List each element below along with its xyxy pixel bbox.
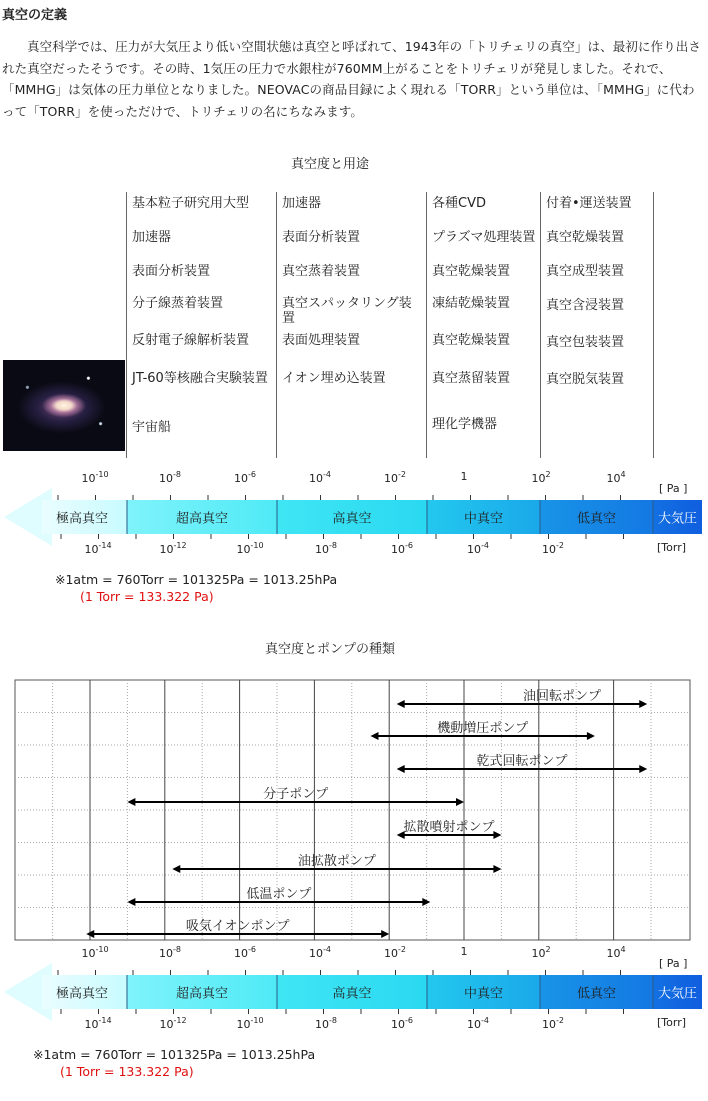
pa-tick-label: $10^{-2}$ — [384, 945, 406, 960]
section-title: 真空の定義 — [2, 8, 68, 23]
pa-tick-label: $10^{-8}$ — [159, 945, 181, 960]
usage-cell: 基本粒子研究用大型 — [132, 196, 250, 211]
usage-cell: 真空スパッタリング装置 — [282, 296, 412, 326]
pump-name: 分子ポンプ — [263, 787, 329, 802]
pump-range — [397, 819, 502, 839]
torr-tick-label: $10^{-10}$ — [236, 1016, 264, 1031]
torr-tick-label: $10^{-6}$ — [391, 541, 413, 556]
pa-tick-label: 1 — [460, 470, 468, 483]
vacuum-scale-bottom — [0, 943, 708, 1093]
usage-cell: 真空蒸留装置 — [432, 371, 511, 386]
pressure-note: ※1atm = 760Torr = 101325Pa = 1013.25hPa — [33, 1047, 316, 1062]
usage-column-divider — [276, 192, 277, 458]
vacuum-band-label: 極高真空 — [55, 986, 109, 1002]
vacuum-band-label: 大気圧 — [657, 986, 698, 1002]
usage-cell: 表面分析装置 — [282, 230, 361, 245]
intro-paragraph: 真空科学では、圧力が大気圧より低い空間状態は真空と呼ばれて、1943年の「トリチェリの真空」は、最初に作り出された真空だったそうです。その時、1気圧の圧力で水銀柱が760MM上がることをトリチェリが発見しました。それで、「MMHG」は気体の圧力単位となりました。NEOVACの商品目録によく現れる「TORR」という単位は、「MMHG」に代わって「TORR」を使っただけで、トリチェリの名にちなみます。 — [2, 39, 701, 119]
pump-name: 機動増圧ポンプ — [437, 721, 529, 736]
vacuum-band-label: 超高真空 — [175, 986, 229, 1002]
pump-name: 油回転ポンプ — [522, 689, 601, 704]
usage-cell: プラズマ処理装置 — [432, 230, 536, 245]
pa-tick-label: $10^4$ — [606, 470, 626, 485]
pump-name: 油拡散ポンプ — [297, 854, 376, 869]
torr-tick-label: $10^{-6}$ — [391, 1016, 413, 1031]
pa-tick-label: $10^{-2}$ — [384, 470, 406, 485]
vacuum-band-label: 中真空 — [463, 511, 504, 527]
galaxy-icon — [3, 360, 125, 451]
usage-cell: 加速器 — [132, 230, 172, 245]
torr-conversion-note: (1 Torr = 133.322 Pa) — [80, 589, 214, 604]
vacuum-scale-top — [0, 468, 708, 618]
torr-tick-label: $10^{-4}$ — [467, 1016, 489, 1031]
usage-cell: 宇宙船 — [132, 420, 172, 435]
pa-tick-label: $10^{-4}$ — [309, 945, 331, 960]
torr-tick-label: $10^{-2}$ — [542, 541, 564, 556]
pump-name: 乾式回転ポンプ — [476, 754, 568, 769]
usage-cell: 付着•運送装置 — [546, 196, 632, 211]
vacuum-band-label: 低真空 — [576, 511, 617, 527]
pa-unit: [ Pa ] — [659, 482, 688, 495]
usage-column-divider — [653, 192, 654, 458]
pa-tick-label: $10^2$ — [531, 945, 551, 960]
torr-tick-label: $10^{-14}$ — [84, 541, 112, 556]
usage-cell: 真空含浸装置 — [546, 298, 625, 313]
usage-cell: 理化学機器 — [432, 417, 498, 432]
pa-tick-label: $10^{-6}$ — [234, 470, 256, 485]
usage-cell: 真空脱気装置 — [546, 372, 625, 387]
torr-tick-label: $10^{-12}$ — [159, 1016, 187, 1031]
usage-cell: 真空乾燥装置 — [432, 264, 511, 279]
pump-chart — [0, 675, 708, 945]
pa-tick-label: $10^{-8}$ — [159, 470, 181, 485]
pa-tick-label: $10^4$ — [606, 945, 626, 960]
vacuum-band-label: 高真空 — [332, 986, 372, 1002]
pa-tick-label: $10^{-4}$ — [309, 470, 331, 485]
usage-column-divider — [540, 192, 541, 458]
torr-tick-label: $10^{-8}$ — [315, 1016, 337, 1031]
pa-tick-label: $10^{-10}$ — [81, 945, 109, 960]
pump-name: 吸気イオンポンプ — [185, 919, 290, 934]
pa-unit: [ Pa ] — [659, 957, 688, 970]
vacuum-band-label: 中真空 — [463, 986, 504, 1002]
vacuum-band-label: 低真空 — [576, 986, 617, 1002]
usage-cell: 真空乾燥装置 — [546, 230, 625, 245]
usage-cell: JT-60等核融合実験装置 — [132, 371, 268, 386]
vacuum-band-label: 極高真空 — [55, 511, 109, 527]
pa-tick-label: $10^{-10}$ — [81, 470, 109, 485]
pump-name: 拡散噴射ポンプ — [403, 820, 495, 835]
torr-tick-label: $10^{-14}$ — [84, 1016, 112, 1031]
pa-tick-label: 1 — [460, 945, 468, 958]
usage-cell: 加速器 — [282, 196, 322, 211]
usage-cell: 真空成型装置 — [546, 264, 625, 279]
usage-cell: 表面処理装置 — [282, 333, 361, 348]
torr-unit: [Torr] — [657, 541, 687, 554]
pump-caption: 真空度とポンプの種類 — [264, 642, 395, 657]
usage-cell: 凍結乾燥装置 — [432, 296, 511, 311]
torr-conversion-note: (1 Torr = 133.322 Pa) — [60, 1064, 194, 1079]
vacuum-band-label: 大気圧 — [657, 511, 698, 527]
usage-cell: 表面分析装置 — [132, 264, 211, 279]
usage-column-divider — [126, 192, 127, 458]
pump-name: 低温ポンプ — [246, 887, 312, 902]
usage-cell: 真空蒸着装置 — [282, 264, 361, 279]
vacuum-band-label: 高真空 — [332, 511, 372, 527]
usage-cell: イオン埋め込装置 — [282, 371, 386, 386]
pressure-note: ※1atm = 760Torr = 101325Pa = 1013.25hPa — [55, 572, 338, 587]
torr-tick-label: $10^{-8}$ — [315, 541, 337, 556]
pa-tick-label: $10^2$ — [531, 470, 551, 485]
usage-cell: 真空乾燥装置 — [432, 333, 511, 348]
torr-tick-label: $10^{-2}$ — [542, 1016, 564, 1031]
usage-cell: 真空包装装置 — [546, 335, 625, 350]
pa-tick-label: $10^{-6}$ — [234, 945, 256, 960]
usage-caption: 真空度と用途 — [290, 157, 369, 172]
torr-unit: [Torr] — [657, 1016, 687, 1029]
usage-cell: 各種CVD — [432, 196, 486, 211]
torr-tick-label: $10^{-4}$ — [467, 541, 489, 556]
usage-column-divider — [426, 192, 427, 458]
vacuum-band-label: 超高真空 — [175, 511, 229, 527]
torr-tick-label: $10^{-12}$ — [159, 541, 187, 556]
usage-cell: 反射電子線解析装置 — [132, 333, 250, 348]
usage-cell: 分子線蒸着装置 — [132, 296, 224, 311]
torr-tick-label: $10^{-10}$ — [236, 541, 264, 556]
